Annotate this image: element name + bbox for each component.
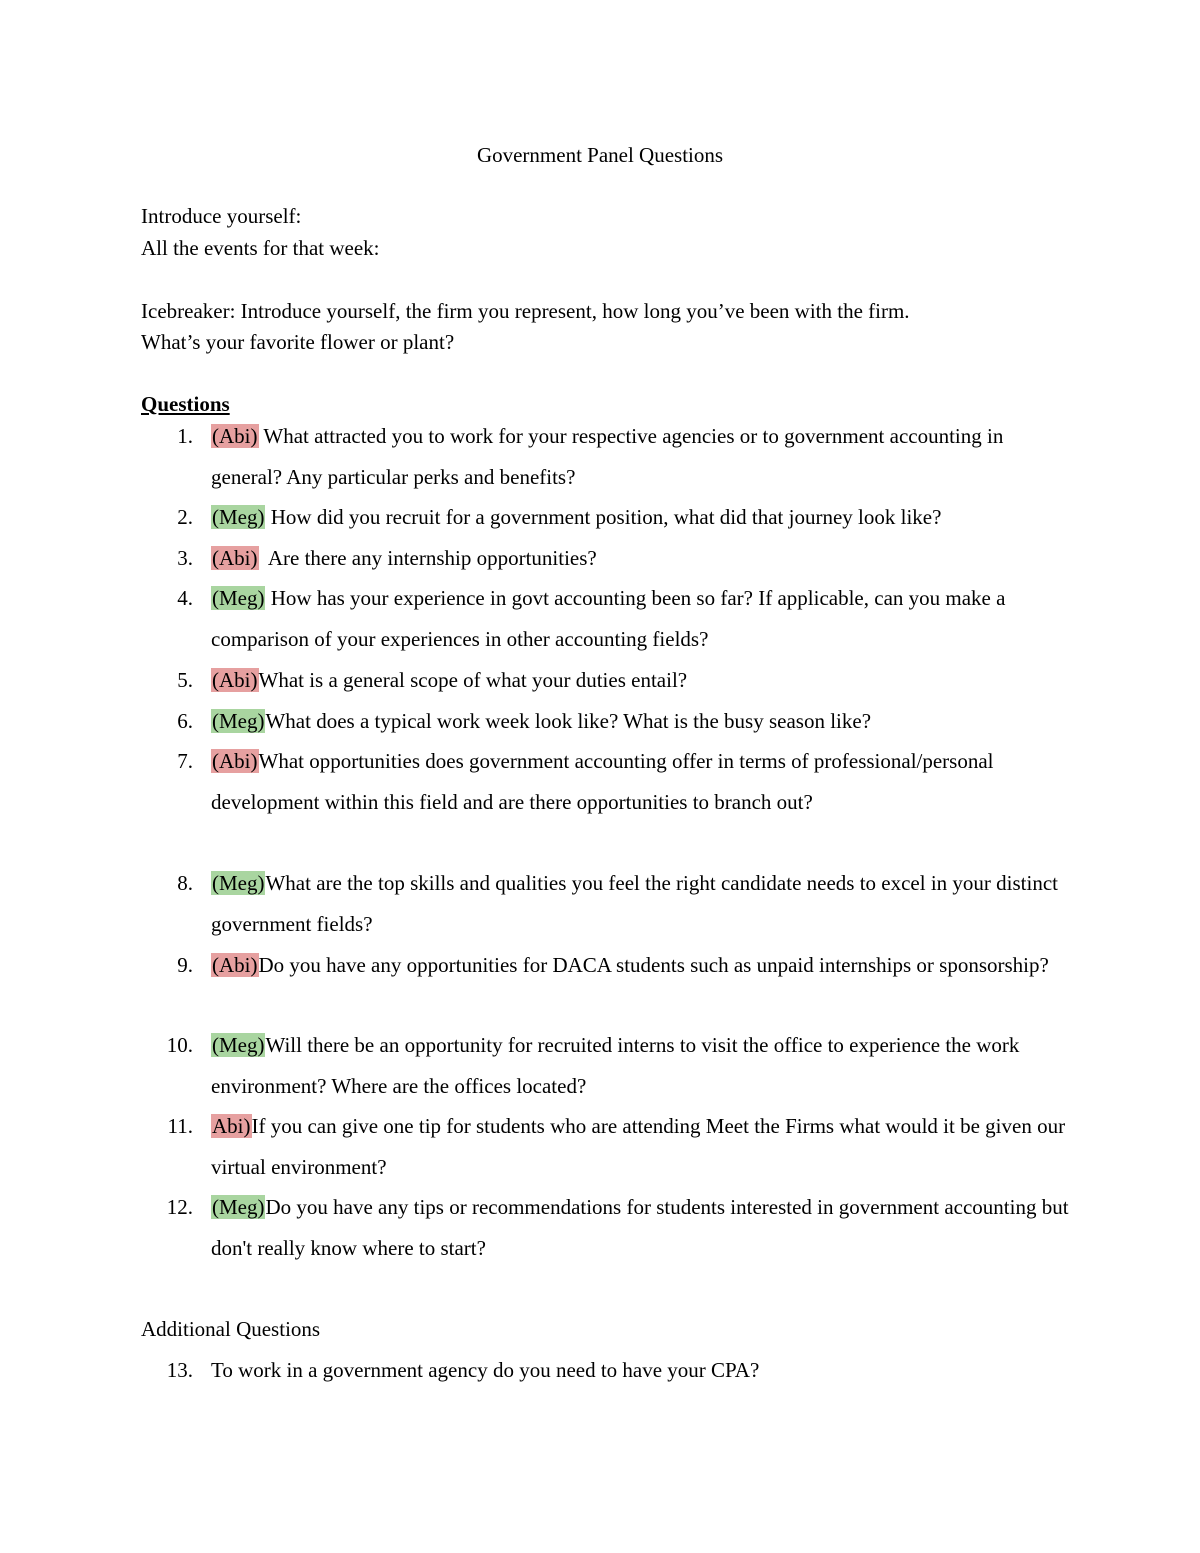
question-body: What is a general scope of what your duties entail? <box>258 668 688 692</box>
question-body: How did you recruit for a government position, what did that journey look like? <box>265 505 942 529</box>
speaker-tag-abi: (Abi) <box>212 668 258 692</box>
question-body: What does a typical work week look like? What is the busy season like? <box>265 709 872 733</box>
question-text <box>211 741 1071 822</box>
speaker-tag-meg: (Meg) <box>212 586 265 610</box>
question-number: 5. <box>177 668 193 692</box>
question-body: What opportunities does government accounting offer in terms of professional/personal development within this field and are there opportunities to branch out? <box>211 749 994 814</box>
speaker-tag-meg: (Meg) <box>212 505 265 529</box>
speaker-tag-abi: Abi) <box>212 1114 251 1138</box>
question-text <box>211 945 1071 986</box>
question-number: 3. <box>177 546 193 570</box>
question-body: Will there be an opportunity for recruited interns to visit the office to experience the work environment? Where are the offices located? <box>211 1033 1020 1098</box>
question-text <box>211 538 1071 579</box>
question-text <box>211 1025 1071 1106</box>
speaker-tag-abi: (Abi) <box>212 749 258 773</box>
question-body: What attracted you to work for your respective agencies or to government accounting in general? Any particular perks and benefits? <box>211 424 1004 489</box>
question-number: 13. <box>166 1358 193 1382</box>
question-number: 4. <box>177 586 193 610</box>
question-body: How has your experience in govt accounting been so far? If applicable, can you make a comparison of your experiences in other accounting fields? <box>211 586 1006 651</box>
question-number: 12. <box>166 1195 193 1219</box>
question-body: Are there any internship opportunities? <box>258 546 597 570</box>
question-body: Do you have any tips or recommendations for students interested in government accounting but don't really know where to start? <box>211 1195 1069 1260</box>
question-number: 10. <box>166 1033 193 1057</box>
question-number: 11. <box>167 1114 193 1138</box>
question-text <box>211 578 1071 659</box>
question-text <box>211 1106 1071 1187</box>
question-body: Do you have any opportunities for DACA students such as unpaid internships or sponsorship? <box>258 953 1049 977</box>
question-number: 1. <box>177 424 193 448</box>
additional-questions-heading: Additional Questions <box>141 1317 321 1341</box>
speaker-tag-abi: (Abi) <box>212 424 258 448</box>
question-number: 7. <box>177 749 193 773</box>
question-text <box>211 863 1071 944</box>
speaker-tag-abi: (Abi) <box>212 953 258 977</box>
question-number: 8. <box>177 871 193 895</box>
questions-heading: Questions <box>141 392 230 416</box>
question-number: 9. <box>177 953 193 977</box>
question-body: What are the top skills and qualities you feel the right candidate needs to excel in your distinct government fields? <box>211 871 1058 936</box>
speaker-tag-abi: (Abi) <box>212 546 258 570</box>
question-text <box>211 497 1071 538</box>
document-title: Government Panel Questions <box>476 143 724 167</box>
question-text <box>211 660 1071 701</box>
intro-line-1: Introduce yourself: <box>141 204 302 228</box>
question-text <box>211 1350 1071 1391</box>
question-text <box>211 1187 1071 1268</box>
icebreaker-line-1: Icebreaker: Introduce yourself, the firm you represent, how long you’ve been with the firm. <box>141 299 910 323</box>
speaker-tag-meg: (Meg) <box>212 709 265 733</box>
speaker-tag-meg: (Meg) <box>212 1033 265 1057</box>
intro-line-2: All the events for that week: <box>141 236 380 260</box>
question-text <box>211 701 1071 742</box>
speaker-tag-meg: (Meg) <box>212 1195 265 1219</box>
speaker-tag-meg: (Meg) <box>212 871 265 895</box>
question-number: 2. <box>177 505 193 529</box>
question-text <box>211 416 1071 497</box>
question-number: 6. <box>177 709 193 733</box>
question-body: To work in a government agency do you need to have your CPA? <box>211 1358 760 1382</box>
question-body: If you can give one tip for students who are attending Meet the Firms what would it be given our virtual environment? <box>211 1114 1066 1179</box>
icebreaker-line-2: What’s your favorite flower or plant? <box>141 330 455 354</box>
